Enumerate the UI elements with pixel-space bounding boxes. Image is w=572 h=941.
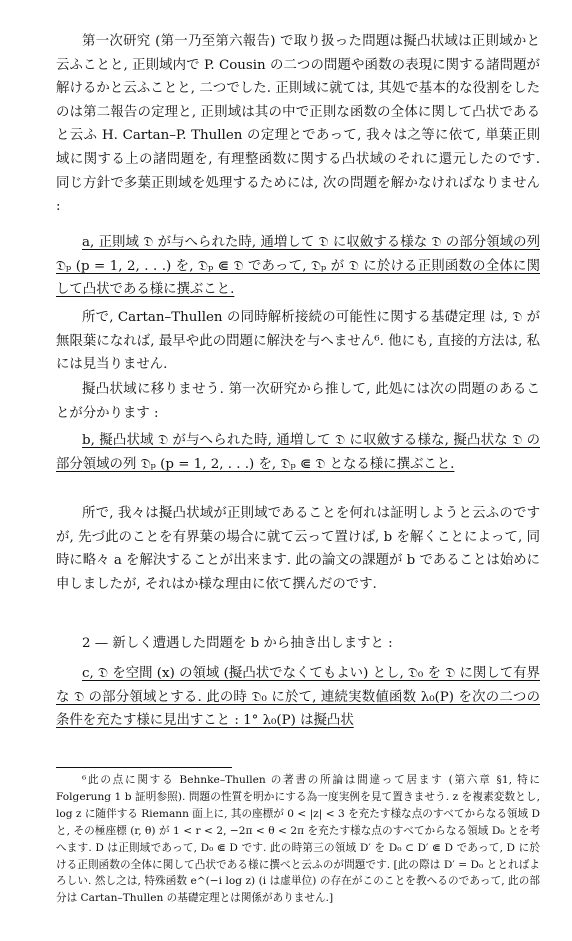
footnote-rule <box>56 767 232 768</box>
paragraph-pseudoconvex: 擬凸状域に移りませう. 第一次研究から推して, 此処には次の問題のあることが分かります : <box>56 382 540 421</box>
problem-c: c, 𝔇 を空間 (x) の領域 (擬凸状でなくてもよい) とし, 𝔇₀ を 𝔇 に関して有界な 𝔇 の部分領域とする. 此の時 𝔇₀ に於て, 連続実数値函数 λ₀(P) を次の二つの条件を充たす様に見出すこと : 1° λ₀(P) は擬凸状 <box>56 666 540 729</box>
paragraph-purpose: 所で, 我々は擬凸状域が正則域であることを何れは証明しようと云ふのですが, 先づ此のことを有界葉の場合に就て云って置けば, b を解くことによって, 同時に略々 a を解決することが出来ます. 此の論文の課題が b であることは始めに申しましたが, それはか様な理由に依て撰んだのです. <box>56 506 540 592</box>
problem-b: b, 擬凸状域 𝔇 が与へられた時, 通増して 𝔇 に収斂する様な, 擬凸状な 𝔇 の部分領域の列 𝔇ₚ (p = 1, 2, . . .) を, 𝔇ₚ ⋐ 𝔇 となる様に撰ぶこと. <box>56 433 540 472</box>
footnote-6: ⁶此の点に関する Behnke–Thullen の著書の所論は間違って居ます (第六章 §1, 特に Folgerung 1 b 証明参照). 問題の性質を明かにする為一度実例を見て置きませう. z を複素変数とし, log z に随伴する Riemann 面上に, 其の座標が 0 < |z| < 3 を充たす様な点のすべてからなる領域 D と, その極座標 (r, θ) が 1 < r < 2, −2π < θ < 2π を充たす様な点のすべてからなる領域 D₀ とを考へます. D は正則域であって, D₀ ⋐ D です. 此の時第三の領域 D′ を D₀ ⊂ D′ ⋐ D であって, D に於ける正則函数の全体に関して凸状である様に撰べと云ふのが問題です. [此の際は D′ = D₀ ととればよろしい. 然し之は, 特殊函数 e^(−i log z) (i は虚単位) の存在がこのことを教へるのであって, 此の部分は Cartan–Thullen の基礎定理とは関係がありません.] <box>56 774 540 905</box>
paragraph-cartan-thullen: 所で, Cartan–Thullen の同時解析接続の可能性に関する基礎定理 は, 𝔇 が無限葉になれば, 最早や此の問題に解決を与へません⁶. 他にも, 直接的方法は, 私には見当りません. <box>56 310 540 373</box>
problem-a: a, 正則域 𝔇 が与へられた時, 通増して 𝔇 に収斂する様な 𝔇 の部分領域の列 𝔇ₚ (p = 1, 2, . . .) を, 𝔇ₚ ⋐ 𝔇 であって, 𝔇ₚ が 𝔇 に於ける正則函数の全体に関して凸状である様に撰ぶこと. <box>56 235 540 298</box>
section-2-heading: 2 — 新しく遭遇した問題を b から抽き出しますと : <box>82 636 393 651</box>
intro-paragraph: 第一次研究 (第一乃至第六報告) で取り扱った問題は擬凸状域は正則域かと云ふことと, 正則域内で P. Cousin の二つの問題や函数の表現に関する諸問題が解けるかと云ふことと, 二つでした. 正則域に就ては, 其処で基本的な役割をしたのは第二報告の定理と, 正則域は其の中で正則な函数の全体に関して凸状であると云ふ H. Cartan–P. Thullen の定理とであって, 我々は之等に依て, 単葉正則域に関する上の諸問題を, 有理整函数に関する凸状域のそれに還元したのです. 同じ方針で多葉正則域を処理するためには, 次の問題を解かなければなりません : <box>56 34 540 215</box>
